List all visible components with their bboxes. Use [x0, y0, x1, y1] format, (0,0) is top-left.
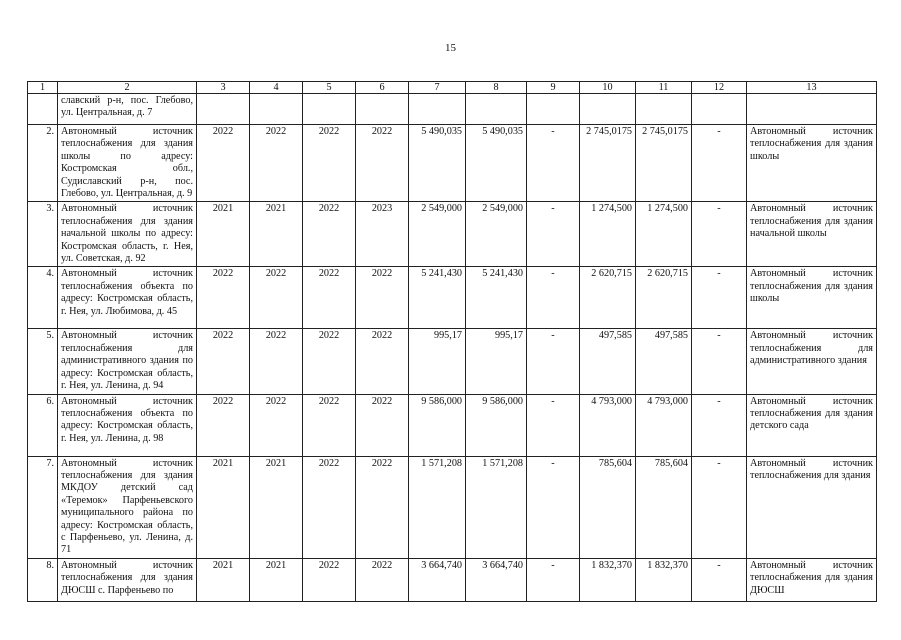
amount-cell: 9 586,000: [409, 394, 466, 456]
row-number: 8.: [28, 558, 58, 601]
amount-cell: 4 793,000: [580, 394, 636, 456]
dash-cell: -: [527, 125, 580, 202]
year-cell: 2022: [303, 394, 356, 456]
purpose-cell: Автономный источник теплоснабжения для здания ДЮСШ: [747, 558, 877, 601]
dash-cell: -: [527, 329, 580, 394]
year-cell: 2023: [356, 202, 409, 267]
investment-table: [27, 81, 877, 602]
amount-cell: 3 664,740: [466, 558, 527, 601]
dash-cell: -: [692, 202, 747, 267]
amount-cell: 5 490,035: [409, 125, 466, 202]
table-row: [28, 202, 877, 267]
amount-cell: 1 571,208: [466, 456, 527, 558]
column-header: 4: [250, 82, 303, 94]
dash-cell: -: [527, 202, 580, 267]
dash-cell: -: [692, 456, 747, 558]
dash-cell: -: [527, 267, 580, 329]
year-cell: 2022: [303, 202, 356, 267]
year-cell: 2022: [250, 267, 303, 329]
table-row: [28, 558, 877, 601]
purpose-cell: Автономный источник теплоснабжения для административного здания: [747, 329, 877, 394]
table-row: [28, 94, 877, 125]
dash-cell: -: [692, 267, 747, 329]
amount-cell: [466, 94, 527, 125]
header-row: [28, 82, 877, 94]
amount-cell: 785,604: [636, 456, 692, 558]
dash-cell: [692, 94, 747, 125]
object-description: Автономный источник теплоснабжения для здания начальной школы по адресу: Костромская область, г. Нея, ул. Советская, д. 92: [58, 202, 197, 267]
year-cell: 2022: [197, 394, 250, 456]
amount-cell: 995,17: [466, 329, 527, 394]
year-cell: 2022: [303, 125, 356, 202]
dash-cell: -: [692, 125, 747, 202]
dash-cell: [527, 94, 580, 125]
object-description: Автономный источник теплоснабжения для здания школы по адресу: Костромская обл., Судиславский р-н, пос. Глебово, ул. Центральная, д. 9: [58, 125, 197, 202]
object-description: Автономный источник теплоснабжения объекта по адресу: Костромская область, г. Нея, ул. Любимова, д. 45: [58, 267, 197, 329]
amount-cell: 3 664,740: [409, 558, 466, 601]
year-cell: 2022: [356, 125, 409, 202]
amount-cell: 2 549,000: [466, 202, 527, 267]
year-cell: 2022: [250, 329, 303, 394]
dash-cell: -: [692, 558, 747, 601]
year-cell: 2022: [356, 558, 409, 601]
year-cell: 2022: [356, 329, 409, 394]
table-row: [28, 267, 877, 329]
amount-cell: 497,585: [580, 329, 636, 394]
dash-cell: -: [692, 394, 747, 456]
year-cell: 2022: [356, 456, 409, 558]
column-header: 8: [466, 82, 527, 94]
amount-cell: 1 832,370: [580, 558, 636, 601]
year-cell: 2022: [356, 267, 409, 329]
amount-cell: 1 571,208: [409, 456, 466, 558]
row-number: 4.: [28, 267, 58, 329]
row-number: 7.: [28, 456, 58, 558]
year-cell: 2021: [197, 558, 250, 601]
year-cell: 2021: [250, 456, 303, 558]
column-header: 5: [303, 82, 356, 94]
purpose-cell: Автономный источник теплоснабжения для здания детского сада: [747, 394, 877, 456]
object-description: Автономный источник теплоснабжения для административного здания по адресу: Костромская область, г. Нея, ул. Ленина, д. 94: [58, 329, 197, 394]
row-number: 3.: [28, 202, 58, 267]
column-header: 7: [409, 82, 466, 94]
table-row: [28, 456, 877, 558]
object-description: Автономный источник теплоснабжения для здания ДЮСШ с. Парфеньево по: [58, 558, 197, 601]
amount-cell: 785,604: [580, 456, 636, 558]
year-cell: 2022: [197, 125, 250, 202]
dash-cell: -: [527, 394, 580, 456]
column-header: 13: [747, 82, 877, 94]
year-cell: 2021: [250, 202, 303, 267]
table-row: [28, 329, 877, 394]
year-cell: 2022: [356, 394, 409, 456]
table-row: [28, 125, 877, 202]
purpose-cell: Автономный источник теплоснабжения для здания школы: [747, 125, 877, 202]
amount-cell: 2 745,0175: [580, 125, 636, 202]
column-header: 12: [692, 82, 747, 94]
column-header: 9: [527, 82, 580, 94]
year-cell: 2021: [197, 202, 250, 267]
year-cell: 2022: [197, 267, 250, 329]
amount-cell: [636, 94, 692, 125]
page-number: 15: [445, 42, 456, 54]
row-number: 6.: [28, 394, 58, 456]
purpose-cell: Автономный источник теплоснабжения для здания начальной школы: [747, 202, 877, 267]
amount-cell: 4 793,000: [636, 394, 692, 456]
amount-cell: [580, 94, 636, 125]
year-cell: 2022: [250, 394, 303, 456]
amount-cell: 2 549,000: [409, 202, 466, 267]
row-number: 2.: [28, 125, 58, 202]
amount-cell: 5 490,035: [466, 125, 527, 202]
purpose-cell: Автономный источник теплоснабжения для здания: [747, 456, 877, 558]
object-description: славский р-н, пос. Глебово, ул. Центральная, д. 7: [58, 94, 197, 125]
year-cell: 2022: [303, 558, 356, 601]
dash-cell: -: [692, 329, 747, 394]
column-header: 11: [636, 82, 692, 94]
row-number: 5.: [28, 329, 58, 394]
table-body: [28, 82, 877, 602]
column-header: 6: [356, 82, 409, 94]
amount-cell: 5 241,430: [466, 267, 527, 329]
amount-cell: 9 586,000: [466, 394, 527, 456]
amount-cell: 1 274,500: [580, 202, 636, 267]
dash-cell: -: [527, 558, 580, 601]
year-cell: [250, 94, 303, 125]
year-cell: 2021: [250, 558, 303, 601]
amount-cell: 1 274,500: [636, 202, 692, 267]
column-header: 2: [58, 82, 197, 94]
amount-cell: 2 620,715: [636, 267, 692, 329]
year-cell: 2022: [303, 329, 356, 394]
dash-cell: -: [527, 456, 580, 558]
amount-cell: 995,17: [409, 329, 466, 394]
column-header: 10: [580, 82, 636, 94]
object-description: Автономный источник теплоснабжения для здания МКДОУ детский сад «Теремок» Парфеньевского муниципального района по адресу: Костромская область, с Парфеньево, ул. Ленина, д. 71: [58, 456, 197, 558]
amount-cell: 2 620,715: [580, 267, 636, 329]
year-cell: 2022: [250, 125, 303, 202]
column-header: 1: [28, 82, 58, 94]
table-row: [28, 394, 877, 456]
purpose-cell: [747, 94, 877, 125]
amount-cell: 2 745,0175: [636, 125, 692, 202]
object-description: Автономный источник теплоснабжения объекта по адресу: Костромская область, г. Нея, ул. Ленина, д. 98: [58, 394, 197, 456]
column-header: 3: [197, 82, 250, 94]
year-cell: 2021: [197, 456, 250, 558]
year-cell: 2022: [197, 329, 250, 394]
row-number: [28, 94, 58, 125]
amount-cell: 1 832,370: [636, 558, 692, 601]
year-cell: [303, 94, 356, 125]
amount-cell: 5 241,430: [409, 267, 466, 329]
amount-cell: [409, 94, 466, 125]
year-cell: [356, 94, 409, 125]
year-cell: 2022: [303, 267, 356, 329]
year-cell: [197, 94, 250, 125]
amount-cell: 497,585: [636, 329, 692, 394]
purpose-cell: Автономный источник теплоснабжения для здания школы: [747, 267, 877, 329]
year-cell: 2022: [303, 456, 356, 558]
